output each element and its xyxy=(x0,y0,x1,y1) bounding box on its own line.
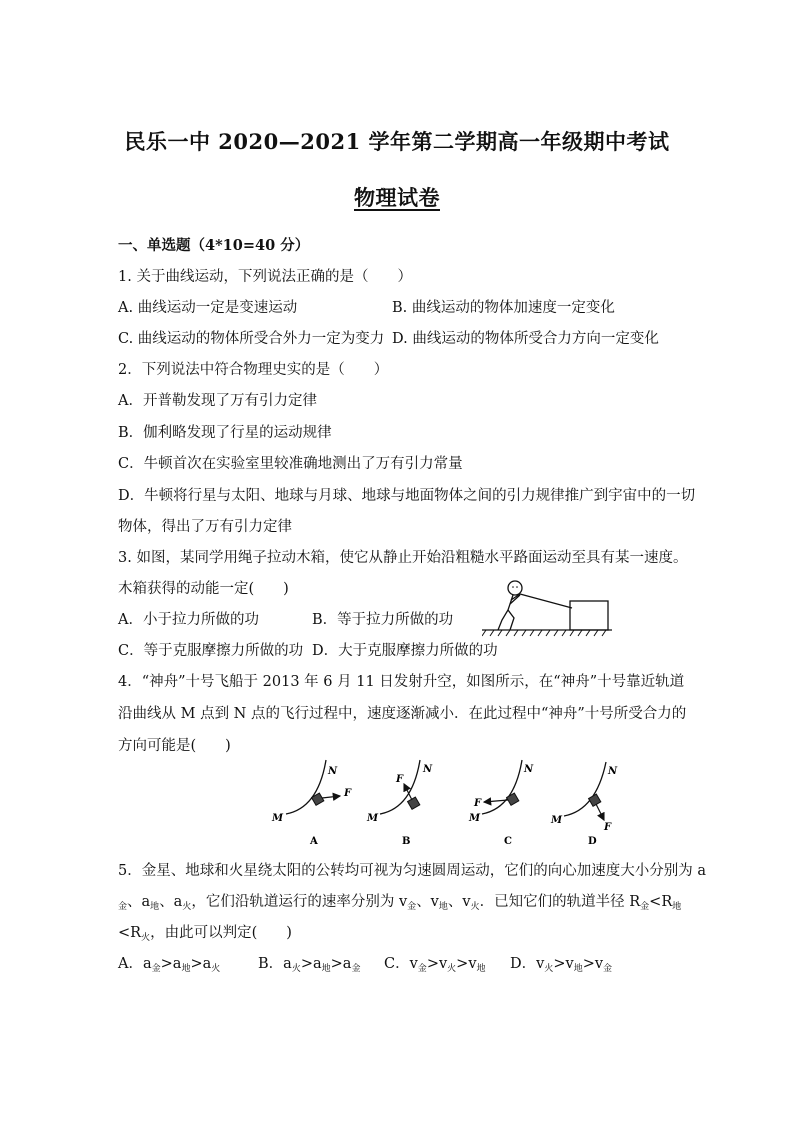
q3-stem-cont: 木箱获得的动能一定( ) xyxy=(118,581,289,597)
q4-diagram-b xyxy=(366,760,433,847)
svg-text:F: F xyxy=(604,822,612,833)
svg-text:C: C xyxy=(504,836,512,847)
svg-text:M: M xyxy=(272,813,284,824)
q3-stem: 3. 如图，某同学用绳子拉动木箱，使它从静止开始沿粗糙水平路面运动至具有某一速度。 xyxy=(118,550,688,566)
q3-option-b: B．等于拉力所做的功 xyxy=(312,612,454,628)
q2-option-b: B．伽利略发现了行星的运动规律 xyxy=(118,425,332,441)
svg-text:N: N xyxy=(524,764,534,775)
q4-diagram-c xyxy=(468,760,534,847)
q2-option-a: A．开普勒发现了万有引力定律 xyxy=(118,393,317,409)
svg-text:M: M xyxy=(367,813,379,824)
q1-option-a: A. 曲线运动一定是变速运动 xyxy=(118,300,298,316)
q3-option-d: D．大于克服摩擦力所做的功 xyxy=(312,643,498,659)
q4-diagram-a xyxy=(271,760,352,847)
svg-text:B: B xyxy=(402,836,411,847)
section-heading: 一、单选题（4*10=40 分） xyxy=(118,237,310,254)
q4-diagram-d xyxy=(550,762,618,847)
q1-option-d: D. 曲线运动的物体所受合力方向一定变化 xyxy=(392,331,659,347)
exam-subtitle: 物理试卷 xyxy=(354,185,440,210)
svg-text:A: A xyxy=(310,836,318,847)
q1-option-b: B. 曲线运动的物体加速度一定变化 xyxy=(392,300,615,316)
svg-text:F: F xyxy=(474,798,482,809)
q3-option-c: C．等于克服摩擦力所做的功 xyxy=(118,643,304,659)
q1-stem: 1. 关于曲线运动，下列说法正确的是（ ） xyxy=(118,269,412,285)
person-head xyxy=(508,581,522,595)
q3-figure xyxy=(482,578,616,638)
q5-stem-cont2: $<R_火$，由此可以判定( ) xyxy=(118,925,292,943)
q2-option-c: C．牛顿首次在实验室里较准确地测出了万有引力常量 xyxy=(118,456,463,472)
q5-stem: 5．金星、地球和火星绕太阳的公转均可视为匀速圆周运动，它们的向心加速度大小分别为 a xyxy=(118,863,706,879)
rope xyxy=(520,594,572,608)
q5-option-a: A．$a_金>a_地>a_火$ xyxy=(118,956,221,974)
q2-option-d-cont: 物体，得出了万有引力定律 xyxy=(118,519,292,535)
q1-option-c: C. 曲线运动的物体所受合外力一定为变力 xyxy=(118,331,385,347)
q5-stem-cont: $_金$、$a_地$、$a_火$，它们沿轨道运行的速率分别为 $v_金$、$v_地$、$v_火$．已知它们的轨道半径 $R_金<R_地$ xyxy=(118,894,682,912)
q2-option-d: D．牛顿将行星与太阳、地球与月球、地球与地面物体之间的引力规律推广到宇宙中的一切 xyxy=(118,488,696,504)
svg-text:D: D xyxy=(588,836,597,847)
svg-text:M: M xyxy=(469,813,481,824)
svg-text:N: N xyxy=(328,766,338,777)
svg-text:N: N xyxy=(423,764,433,775)
q4-stem: 4．“神舟”十号飞船于 2013 年 6 月 11 日发射升空，如图所示，在“神舟”十号靠近轨道 xyxy=(118,674,685,690)
q5-option-b: B．$a_火>a_地>a_金$ xyxy=(258,956,361,974)
q4-stem-cont2: 方向可能是( ) xyxy=(118,738,231,754)
wooden-box xyxy=(570,601,608,630)
svg-text:N: N xyxy=(608,766,618,777)
svg-text:F: F xyxy=(396,774,404,785)
q4-stem-cont: 沿曲线从 M 点到 N 点的飞行过程中，速度逐渐减小．在此过程中“神舟”十号所受合力的 xyxy=(118,706,687,722)
svg-text:F: F xyxy=(344,788,352,799)
q5-option-d: D．$v_火>v_地>v_金$ xyxy=(510,956,613,974)
q3-option-a: A．小于拉力所做的功 xyxy=(118,612,259,628)
q5-option-c: C．$v_金>v_火>v_地$ xyxy=(384,956,486,974)
exam-title: 民乐一中 2020—2021 学年第二学期高一年级期中考试 xyxy=(124,129,670,154)
svg-text:M: M xyxy=(551,815,563,826)
q2-stem: 2．下列说法中符合物理史实的是（ ） xyxy=(118,362,389,378)
q4-figure xyxy=(262,752,634,852)
